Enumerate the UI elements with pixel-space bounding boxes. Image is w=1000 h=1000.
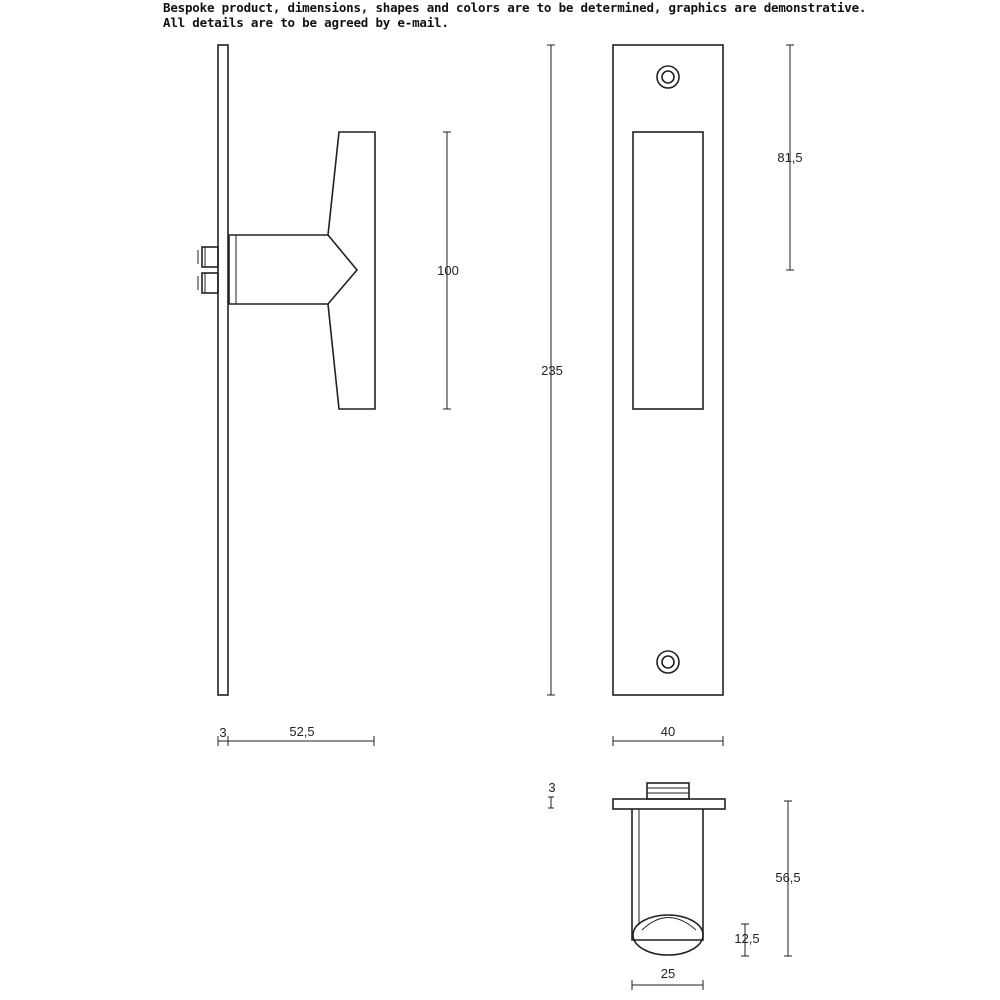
dim-label-rose-thickness: 3 xyxy=(548,780,556,795)
knob-view xyxy=(548,780,801,990)
side-plate xyxy=(218,45,228,695)
dim-knob-diameter xyxy=(632,966,703,990)
dim-label-knob-tip: 12,5 xyxy=(734,931,760,946)
screw-bottom xyxy=(657,651,679,673)
dim-label-recess-offset: 81,5 xyxy=(777,150,803,165)
side-view xyxy=(198,45,459,746)
handle-recess xyxy=(633,132,703,409)
dim-plate-width xyxy=(613,724,723,746)
dim-label-plate-width: 40 xyxy=(660,724,676,739)
dim-label-knob-length: 56,5 xyxy=(775,870,801,885)
knob-rose xyxy=(613,799,725,809)
handle-edge xyxy=(328,235,357,304)
dim-handle-height xyxy=(437,132,459,409)
dim-label-handle-projection: 52,5 xyxy=(289,724,315,739)
dim-label-plate-height: 235 xyxy=(541,363,563,378)
knob-spindle xyxy=(647,783,689,799)
dim-rose-thickness xyxy=(548,780,556,808)
knob-tip xyxy=(633,915,703,955)
dim-knob-length xyxy=(775,801,800,956)
disclaimer-line-2: All details are to be agreed by e-mail. xyxy=(163,15,449,30)
screw-top xyxy=(657,66,679,88)
dim-label-plate-thickness: 3 xyxy=(219,725,227,740)
dim-side-horizontal xyxy=(218,724,374,746)
dim-plate-height xyxy=(541,45,563,695)
dim-label-knob-diameter: 25 xyxy=(660,966,676,981)
spindle-screw xyxy=(198,247,218,293)
disclaimer-line-1: Bespoke product, dimensions, shapes and colors are to be determined, graphics are demonstrative. xyxy=(163,0,867,15)
front-plate xyxy=(613,45,723,695)
dim-recess-offset xyxy=(777,45,802,270)
front-view xyxy=(541,45,803,746)
side-handle xyxy=(229,132,375,409)
dim-label-handle-height: 100 xyxy=(437,263,459,278)
dim-knob-tip xyxy=(734,924,759,956)
